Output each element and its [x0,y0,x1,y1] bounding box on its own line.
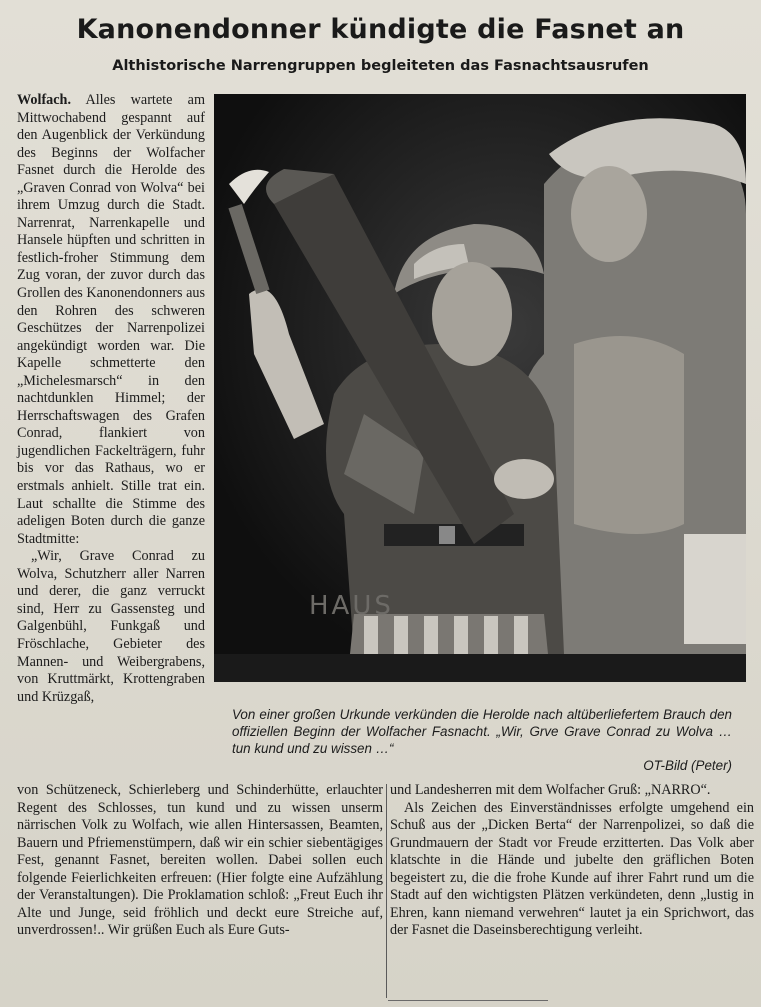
article-column-left [17,92,205,706]
article-photo [214,94,746,682]
dateline: Wolfach. [17,92,71,108]
closing-paragraph: Als Zeichen des Einverständnisses erfolgte umgehend ein Schuß aus der „Dicken Berta“ der Narrenpolizei, so daß die Grundmauern der Stadt vor Freude erzitterten. Das Volk aber klatschte in die Hände und jubelte den gräflichen Boten begeistert zu, die die frohe Kunde auf ihrer Fahrt rund um die Stadt auf den wichtigsten Plätzen verkündeten, denn „lustig in Ehren, kann niemand verwehren“ lautet ja ein Sprichwort, das der Fasnet die Daseinsberechtigung verleiht. [390,799,754,939]
subheadline: Althistorische Narrengruppen begleiteten das Fasnachtsausrufen [112,58,649,74]
end-rule [388,1000,548,1001]
photo-credit: OT-Bild (Peter) [643,758,732,773]
article-column-bottom-left [17,782,383,940]
proclamation-text-1: „Wir, Grave Conrad zu Wolva, Schutzherr aller Narren und derer, die ganz verruckt sind, Herr zu Gassensteg und Galgenbühl, Funkgaß und Fröschlache, Gebieter des Mannen- und Weibergrabens, von Kruttmärkt, Krottengraben und Krüzgaß, [17,548,205,705]
column-rule [386,784,387,998]
lead-text: Alles wartete am Mittwochabend gespannt auf den Augenblick der Verkündung des Beginns der Wolfacher Fasnet durch die Herolde des „Graven Conrad von Wolva“ bei ihrem Umzug durch die Stadt. Narrenrat, Narrenkapelle und Hansele hüpften und schritten in festlich-froher Stimmung dem Zug voran, der zuvor durch das Grollen des Kanonendonners aus den Rohren des schweren Geschützes der Narrenpolizei angekündigt worden war. Die Kapelle schmetterte den „Michelesmarsch“ in den nachtdunklen Himmel; der Herrschaftswagen des Grafen Conrad, flankiert von jugendlichen Fackelträgern, fuhr bis vor das Rathaus, wo er erstmals anhielt. Stille trat ein. Laut schallte die Stimme des adeligen Boten durch die ganze Stadtmitte: [17,92,205,547]
caption-text: Von einer großen Urkunde verkünden die Herolde nach altüberliefertem Brauch den offiziellen Beginn der Wolfacher Fasnacht. „Wir, Grve Grave Conrad zu Wolva … tun kund und zu wissen …“ [232,707,732,756]
proclamation-text-2: von Schützeneck, Schierleberg und Schinderhütte, erlauchter Regent des Schlosses, tun kund und zu wissen unserm närrischen Volk zu Wolfach, wie allen Hintersassen, Beamten, Bauern und Pfriemenstümpern, daß wir ein schier siebentägiges Fest, genannt Fasnet, bereiten wollen. Dabei sollen euch folgende Feierlichkeiten erfreuen: (Hier folgte eine Aufzählung der Veranstaltungen). Die Proklamation schloß: „Freut Euch ihr Alte und Junge, seid fröhlich und deckt eure Streiche auf, unverdrossen!.. Wir grüßen Euch als Eure Guts- [17,782,383,939]
greeting-text: und Landesherren mit dem Wolfacher Gruß: „NARRO“. [390,782,711,798]
heralds-photo-illustration [214,94,746,682]
photo-sign-text: HAUS [309,591,394,621]
lead-paragraph [17,92,205,548]
article-column-right [390,782,754,940]
photo-caption [232,706,732,774]
headline: Kanonendonner kündigte die Fasnet an [76,14,685,45]
